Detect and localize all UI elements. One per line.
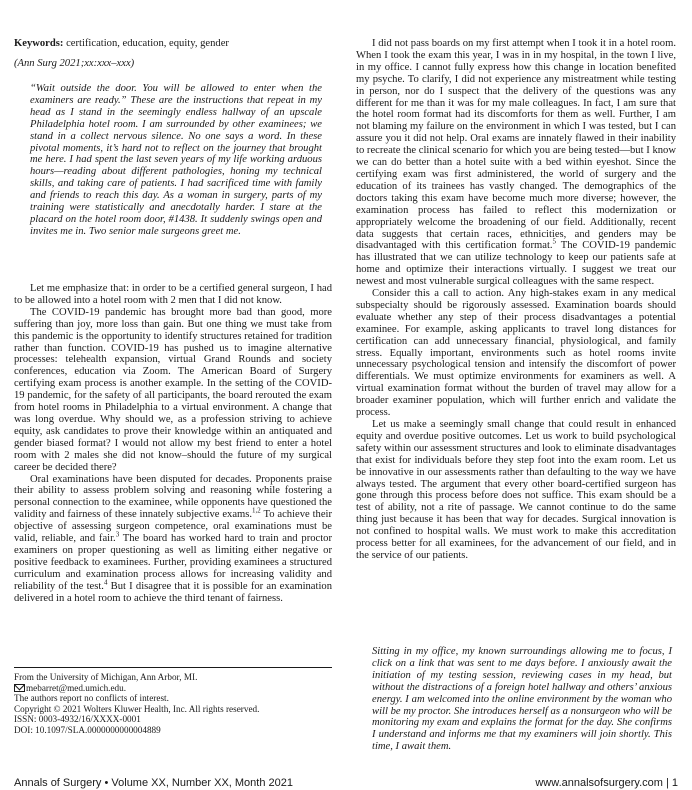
paragraph-did-not-pass	[356, 38, 676, 288]
paragraph-small-change: Let us make a seemingly small change that could result in enhanced equity and overdue positive outcomes. Let us work to build psychological safety within our assessment structures and look to eliminate disadvantages that exist for individuals before they step foot into the exam room. Let us be innovative in our assessments rather than defaulting to the way we have always tested. The argument that every other board-certified surgeon has gone through this process before does not suffice. This exam should be a test of ability, not a rite of passage. We cannot continue to do the same thing just because it has been that way for decades. Surgical innovation is not confined to hospital walls. We must work to make this accreditation process better for all examinees, for the advancement of our field, and in the service of our patients.	[356, 419, 676, 561]
paragraph-oral-exams-b: To achieve their objective of assessing surgeon competence, oral examinations must be valid, reliable, and fair.	[14, 509, 332, 545]
ref-3: 3	[115, 530, 120, 539]
ref-5: 5	[552, 237, 557, 246]
keywords-text: certification, education, equity, gender	[63, 38, 229, 49]
footnote-rule	[14, 667, 332, 668]
paragraph-did-not-pass-a: I did not pass boards on my first attempt when I took it in a hotel room. When I took the exam this year, I was in in my hospital, in the town I live, in my office. I cannot fully express how this change in location benefited my psyche. To clarify, I did not experience any mistreatment while testing in person, nor do I suspect that the delivery of the questions was any different for me than it was for my male colleagues. In fact, I am sure that the hotel room format had its discomforts for them as well. Further, I am not blaming my failure on the environment in which I was tested, but I can assure you it did not help. Oral exams are innately flawed in their inability to recreate the clinical scenario for which you are being tested—but I know we can do better than a hotel suite with a bed within eyeshot. Since the certifying exam was first administered, the world of surgery and the education of its trainees has vastly changed. The demographics of the doctors taking this exam have become much more diverse; however, the examination process has failed to reflect this modernization or appropriately welcome the broadening of our field. Additionally, recent data suggests that certain races, ethnicities, and genders may be disadvantaged with this certification format.	[356, 38, 676, 252]
left-body	[14, 283, 332, 604]
ref-4: 4	[103, 578, 108, 587]
paragraph-emphasize: Let me emphasize that: in order to be a certified general surgeon, I had to be allowed into a hotel room with 2 men that I did not know.	[14, 283, 332, 306]
footnote-issn: ISSN: 0003-4932/16/XXXX-0001	[14, 714, 141, 725]
paragraph-covid: The COVID-19 pandemic has brought more bad than good, more suffering than joy, more loss than gain. But one thing we must take from this pandemic is the opportunity to identify structures retained for tradition rather than function. COVID-19 has pushed us to imagine alternative processes: telehealth expansion, virtual Grand Rounds and society conferences, education via Zoom. The American Board of Surgery certifying exam process is another example. In the setting of the COVID-19 pandemic, for the safety of all participants, the board rerouted the exam from hotel rooms in Philadelphia to a virtual environment. A change that was long overdue. Why should we, as a profession striving to achieve equity, ask candidates to prove their knowledge within an antiquated and gender biased format? I would not allow my best friend to enter a hotel room with 2 males she did not know–should the future of my surgical career be decided there?	[14, 306, 332, 473]
footnote-email-line	[14, 683, 332, 694]
paragraph-oral-exams-c: The board has worked hard to train and proctor examiners on proper questioning as well as limiting either negative or positive feedback to examinees. Further, providing examinees a structured curriculum and examination process allows for increasing validity and reliability of the test.	[14, 533, 332, 592]
opening-italic-narrative: “Wait outside the door. You will be allowed to enter when the examiners are ready.” These are the instructions that repeat in my head as I stand in the seemingly endless hallway of an upscale Philadelphia hotel room. I am surrounded by other examinees; we stand in a collect nervous silence. No one says a word. In these pivotal moments, it’s hard not to reflect on the journey that brought me here. I had spent the last seven years of my life working arduous hours—reading about different pathologies, honing my technical skills, and taking care of patients. I had sacrificed time with family and friends to reach this day. As a woman in surgery, parts of my training were statistically and anecdotally harder. I stare at the placard on the hotel room door, #1438. It suddenly swings open and invites me in. Two senior male surgeons greet me.	[30, 83, 322, 237]
ref-1-2: 1,2	[252, 506, 261, 515]
footnote-affiliation: From the University of Michigan, Ann Arbor, MI.	[14, 672, 198, 682]
footnote-doi: DOI: 10.1097/SLA.0000000000004889	[14, 724, 161, 735]
footnote-copyright: Copyright © 2021 Wolters Kluwer Health, Inc. All rights reserved.	[14, 703, 260, 714]
closing-italic-narrative: Sitting in my office, my known surroundings allowing me to focus, I click on a link that was sent to me days before. I anxiously await the initiation of my testing session, reviewing cases in my head, but without the distractions of a foreign hotel hallway and others’ anxious energy. I am welcomed into the online environment by the woman who will be my proctor. She introduces herself as a nonsurgeon who will be monitoring my exam and explains the format for the day. She confirms I understand and informs me that my examiners will join shortly. This time, I await them.	[372, 646, 672, 753]
keywords-label: Keywords:	[14, 38, 64, 49]
citation: (Ann Surg 2021;xx:xxx–xxx)	[14, 58, 135, 69]
paragraph-oral-exams-a: Oral examinations have been disputed for decades. Proponents praise their ability to assess problem solving and reasoning while fostering a personal connection to the examinee, while opponents have questioned the validity and fairness of these innately subjective exams.	[14, 473, 332, 521]
journal-url-page: www.annalsofsurgery.com | 1	[535, 777, 678, 789]
footnote-email[interactable]: mebarret@med.umich.edu.	[26, 682, 127, 693]
paragraph-did-not-pass-b: The COVID-19 pandemic has illustrated that we can utilize technology to keep our patients safe at home and optimize their interactions virtually. I suggest we treat our newest and most vulnerable surgical colleagues with the same respect.	[356, 240, 676, 288]
paragraph-call-to-action: Consider this a call to action. Any high-stakes exam in any medical subspecialty should be rigorously assessed. Examination boards should evaluate whether any step of their process disadvantages a potential examinee. For example, asking applicants to travel long distances for certification can add unnecessary financial, physiological, and family stress. Equally important, environments such as hotel rooms invite unnecessary psychological tension and intensify the discomfort of power differentials. We must optimize environments for examiners as well. A virtual examination format without the burden of travel may allow for a broader examiner population, which will further enrich and validate the process.	[356, 288, 676, 419]
paragraph-oral-exams	[14, 474, 332, 605]
paragraph-oral-exams-d: But I disagree that it is possible for an examination delivered in a hotel room to achieve the third tenant of fairness.	[14, 580, 332, 604]
keywords-line	[14, 38, 332, 50]
right-body	[356, 38, 676, 562]
envelope-icon	[14, 684, 25, 692]
footnote-conflicts: The authors report no conflicts of interest.	[14, 693, 169, 704]
journal-issue: Annals of Surgery • Volume XX, Number XX, Month 2021	[14, 777, 293, 789]
footnote-block	[14, 672, 332, 736]
